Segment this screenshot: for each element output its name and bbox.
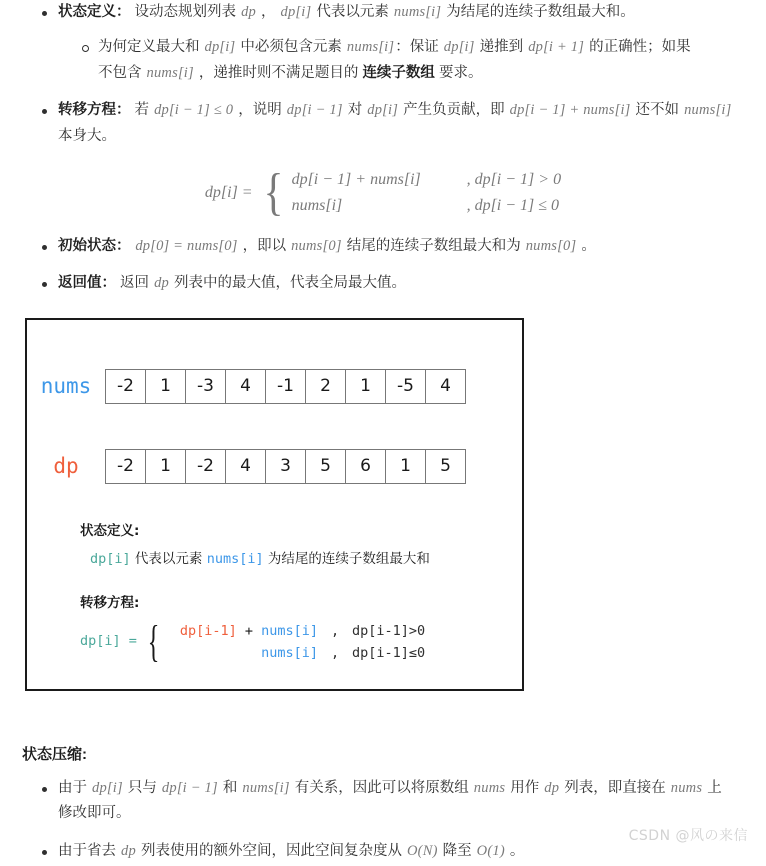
body-text: ， [256,4,280,20]
math-inline: nums[i] [684,102,732,119]
math-inline: O(N) [407,842,438,859]
array-cell: -2 [105,369,146,404]
array-cell: 3 [265,449,306,484]
transition-equation-line [80,617,426,667]
body-text: 由于省去 [58,842,121,859]
code-token: dp[i-1] [179,622,237,639]
array-label-nums: nums [40,374,92,398]
array-cell: 1 [385,449,426,484]
body-text: 有关系，因此可以将原数组 [290,780,473,796]
body-text: 递推到 [475,39,528,56]
transition-case-comma: , [330,622,340,639]
formula-case-cond: , dp[i − 1] ≤ 0 [466,197,560,215]
body-text: 列表，即直接在 [560,780,670,796]
formula-lhs: dp[i] = [204,184,253,202]
formula-case-row [292,167,562,193]
math-inline: nums[i] [346,39,395,56]
body-text: 中必须包含元素 [236,39,346,56]
math-inline: nums[i] [242,780,290,796]
math-inline: dp[i − 1] [286,102,343,119]
diagram-text: 为结尾的连续子数组最大和 [263,550,430,567]
math-inline: dp[i] [280,4,312,20]
diagram-text: 代表以元素 [130,550,207,567]
math-inline: nums [670,780,703,796]
body-text: 和 [218,780,242,796]
bullet-lead-label: 状态定义： [58,4,131,20]
formula-case-row [292,193,562,219]
math-inline: dp[i − 1] + nums[i] [509,102,631,119]
section-title-state-compression: 状态压缩: [22,746,87,763]
body-text: 的正确性；如果不包含 [98,39,691,81]
body-text: ，即以 [238,237,291,254]
mid-bullet-list [0,234,766,297]
body-text: 为何定义最大和 [98,39,204,56]
body-text: 用作 [506,780,544,796]
array-cell: -5 [385,369,426,404]
diagram-state-definition [80,520,430,572]
bullet-item [40,271,766,296]
array-cell: -1 [265,369,306,404]
array-cells-nums [105,369,466,404]
transition-case-expr [168,642,318,664]
body-text: 产生负贡献，即 [399,102,509,119]
body-text: 列表中的最大值，代表全局最大值。 [169,275,406,292]
bullet-item [40,0,766,86]
sub-bullet-list [58,35,736,86]
array-cell: 2 [305,369,346,404]
formula-case-expr: nums[i] [291,197,343,215]
array-cells-dp [105,449,466,484]
array-cell: 1 [345,369,386,404]
math-inline: nums[i] [393,4,442,20]
code-token: dp[i] [90,550,131,567]
transition-lhs: dp[i] = [80,633,137,650]
body-text: 上修改即可。 [58,780,722,822]
bullet-lead-label: 初始状态： [58,237,131,254]
math-inline: dp [544,780,560,796]
diagram-transition-equation [80,592,426,667]
array-cell: 5 [425,449,466,484]
math-inline: nums[0] [525,237,577,254]
bullet-lead-label: 转移方程： [58,102,131,119]
formula-case-expr: dp[i − 1] + nums[i] [291,170,421,188]
transition-case-expr [168,620,318,642]
formula-brace: { [263,163,284,221]
body-text: 结尾的连续子数组最大和为 [342,237,525,254]
body-text: 本身大。 [58,127,116,144]
array-cell: 4 [225,449,266,484]
math-inline: dp[i] [204,39,236,56]
array-label-dp: dp [53,454,79,478]
body-text: 只与 [123,780,161,796]
bottom-section [0,776,766,866]
transition-cases [168,620,425,665]
math-inline: dp[i + 1] [528,39,585,56]
array-cell: -3 [185,369,226,404]
body-text: 列表使用的额外空间，因此空间复杂度从 [136,842,406,859]
math-inline: nums [473,780,506,796]
body-text: ，说明 [234,102,286,119]
transition-case-comma: , [330,644,340,661]
body-text: 设动态规划列表 [130,4,241,20]
code-token: nums[i] [261,622,319,639]
array-cell: 4 [425,369,466,404]
transition-heading: 转移方程: [80,595,140,611]
transition-case-condition: dp[i-1]>0 [352,622,426,639]
math-inline: dp [241,4,256,20]
bullet-item [40,234,766,259]
transition-case-row [168,642,425,664]
body-text: ，递推时则不满足题目的 [194,64,363,81]
display-formula [0,163,766,221]
math-inline: dp[i] [92,780,123,796]
body-text: 。 [505,842,525,859]
array-row-dp [27,448,466,485]
body-text: 降至 [438,842,476,859]
transition-brace: { [147,617,160,667]
body-text: 对 [343,102,367,119]
math-inline: dp [121,842,136,859]
body-text: ：保证 [395,39,443,56]
array-cell: -2 [185,449,226,484]
array-cell: 1 [145,449,186,484]
emphasis-text: 连续子数组 [362,64,435,81]
math-inline: dp[0] = nums[0] [131,237,238,254]
bullet-lead-label: 返回值： [58,275,116,292]
code-token: nums[i] [261,644,319,661]
math-inline: dp [154,275,169,292]
math-inline: nums[0] [291,237,342,254]
sub-bullet-item [80,35,736,86]
bottom-bullet-list [0,776,766,864]
transition-case-condition: dp[i-1]≤0 [352,644,426,661]
top-bullet-list [0,0,766,149]
body-text: 若 [130,102,154,119]
body-text: 为结尾的连续子数组最大和。 [442,4,635,20]
code-token: nums[i] [206,550,264,567]
body-text: 代表以元素 [312,4,393,20]
array-row-nums [27,368,466,405]
array-cell: 1 [145,369,186,404]
math-inline: dp[i] [443,39,475,56]
body-text: 。 [577,237,596,254]
array-cell: 4 [225,369,266,404]
math-inline: nums[i] [146,64,194,81]
array-cell: 5 [305,449,346,484]
body-text: 还不如 [631,102,684,119]
math-inline: dp[i − 1] [161,780,218,796]
state-definition-body [80,547,430,572]
body-text: 要求。 [434,64,483,81]
math-inline: O(1) [476,842,505,859]
array-cell: 6 [345,449,386,484]
math-inline: dp[i] [367,102,399,119]
dp-diagram [25,318,524,691]
body-text: 返回 [116,275,154,292]
array-cell: -2 [105,449,146,484]
bullet-item [40,98,766,149]
formula-case-cond: , dp[i − 1] > 0 [466,170,562,188]
csdn-watermark: CSDN @风の来信 [628,827,748,844]
bullet-item [40,776,766,827]
math-inline: dp[i − 1] ≤ 0 [154,102,234,119]
transition-case-row [168,620,425,642]
code-token: + [236,622,262,639]
body-text: 由于 [58,780,92,796]
state-definition-heading: 状态定义: [80,523,140,539]
